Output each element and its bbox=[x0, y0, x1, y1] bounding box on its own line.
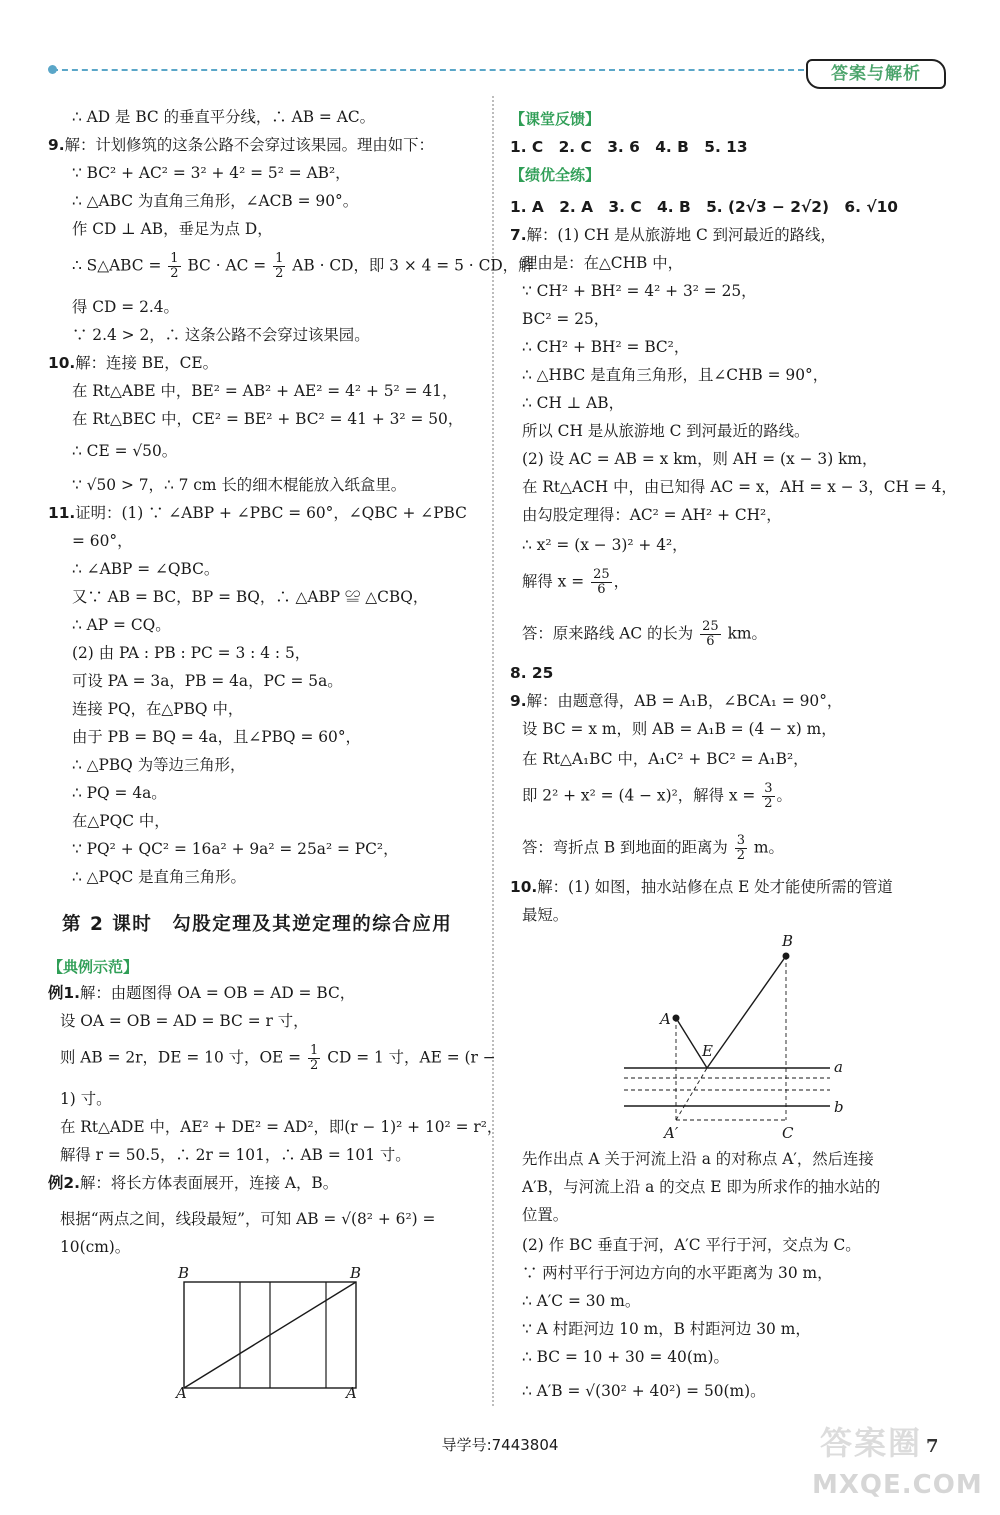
section-tag: 【典例示范】 bbox=[48, 958, 139, 976]
text-line: ∴ ∠ABP = ∠QBC。 bbox=[72, 560, 220, 578]
text-line: ∴ AP = CQ。 bbox=[72, 616, 171, 634]
text: 则 AB = 2r，DE = 10 寸，OE = bbox=[60, 1048, 302, 1067]
river-pump-figure bbox=[606, 930, 856, 1142]
label-Aprime: A′ bbox=[664, 1124, 679, 1142]
fraction: $\frac{1}{2}$ bbox=[310, 1043, 319, 1073]
text-line: ∴ △PQC 是直角三角形。 bbox=[72, 868, 246, 886]
text: ∴ S△ABC = bbox=[72, 256, 162, 275]
text-line: 可设 PA = 3a，PB = 4a，PC = 5a。 bbox=[72, 672, 343, 690]
problem-7 bbox=[510, 224, 836, 246]
text-line: ∵ √50 > 7，∴ 7 cm 长的细木棍能放入纸盒里。 bbox=[72, 476, 407, 494]
text-line: 又∵ AB = BC，BP = BQ，∴ △ABP ≌ △CBQ， bbox=[72, 588, 429, 606]
unfolded-box-figure bbox=[168, 1266, 368, 1398]
text-line: 在 Rt△ABE 中，BE² = AB² + AE² = 4² + 5² = 41， bbox=[72, 382, 458, 400]
text-line: = 60°， bbox=[72, 532, 133, 550]
problem-number: 9. bbox=[48, 136, 65, 154]
section-title: 第 2 课时 勾股定理及其逆定理的综合应用 bbox=[62, 914, 453, 935]
text-line: 作 CD ⊥ AB，垂足为点 D， bbox=[72, 220, 273, 238]
text-line: ∴ A′C = 30 m。 bbox=[522, 1292, 641, 1310]
text-line: 1) 寸。 bbox=[60, 1090, 112, 1108]
text-line: (2) 作 BC 垂直于河，A′C 平行于河，交点为 C。 bbox=[522, 1236, 861, 1254]
problem-number: 7. bbox=[510, 226, 527, 244]
column-divider bbox=[492, 96, 494, 1406]
label-B: B bbox=[782, 932, 794, 950]
problem-number: 10. bbox=[48, 354, 76, 372]
label-C: C bbox=[782, 1124, 794, 1142]
text: 解：由题意得，AB = A₁B，∠BCA₁ = 90°， bbox=[526, 692, 843, 710]
text-line: 由于 PB = BQ = 4a，且∠PBQ = 60°， bbox=[72, 728, 361, 746]
text-line: ∵ PQ² + QC² = 16a² + 9a² = 25a² = PC²， bbox=[72, 840, 399, 858]
text-line: A′B，与河流上沿 a 的交点 E 即为所求作的抽水站的 bbox=[522, 1178, 881, 1196]
fraction: $\frac{25}{6}$ bbox=[593, 567, 610, 597]
text: 解：由题图得 OA = OB = AD = BC， bbox=[79, 984, 356, 1002]
text-line: ∵ CH² + BH² = 4² + 3² = 25， bbox=[522, 282, 757, 300]
label-a: a bbox=[834, 1058, 843, 1076]
text-line: 设 OA = OB = AD = BC = r 寸， bbox=[60, 1012, 309, 1030]
text-line: ∴ x² = (x − 3)² + 4²， bbox=[522, 536, 688, 554]
line-ApE bbox=[676, 1068, 707, 1120]
problem-10 bbox=[48, 352, 218, 374]
text-line: 先作出点 A 关于河流上沿 a 的对称点 A′，然后连接 bbox=[522, 1150, 874, 1168]
text-line: 在 Rt△ACH 中，由已知得 AC = x，AH = x − 3，CH = 4， bbox=[522, 478, 957, 496]
text-line: 解得 r = 50.5，∴ 2r = 101，∴ AB = 101 寸。 bbox=[60, 1146, 411, 1164]
watermark-logo: 答案圈 bbox=[820, 1424, 923, 1462]
fraction: $\frac{3}{2}$ bbox=[736, 833, 745, 863]
text-line: 最短。 bbox=[522, 906, 569, 924]
text-line: 在△PQC 中， bbox=[72, 812, 170, 830]
text-line: ∴ CE = √50。 bbox=[72, 442, 178, 460]
text-line: ∵ 两村平行于河边方向的水平距离为 30 m， bbox=[522, 1264, 833, 1282]
text-line: BC² = 25， bbox=[522, 310, 610, 328]
text-line: 在 Rt△BEC 中，CE² = BE² + BC² = 41 + 3² = 50， bbox=[72, 410, 464, 428]
text-line: 在 Rt△A₁BC 中，A₁C² + BC² = A₁B²， bbox=[522, 750, 809, 768]
text: 解：(1) 如图，抽水站修在点 E 处才能使所需的管道 bbox=[537, 878, 893, 896]
text: 解：将长方体表面展开，连接 A，B。 bbox=[79, 1174, 339, 1192]
text-line: 设 BC = x m，则 AB = A₁B = (4 − x) m， bbox=[522, 720, 837, 738]
label-b: b bbox=[834, 1098, 844, 1116]
text-line: 位置。 bbox=[522, 1206, 569, 1224]
answers-line: 8. 25 bbox=[510, 664, 554, 682]
text: 解：(1) CH 是从旅游地 C 到河最近的路线， bbox=[526, 226, 836, 244]
problem-9-right bbox=[510, 690, 842, 712]
text: AB · CD，即 3 × 4 = 5 · CD，解 bbox=[292, 256, 534, 275]
text-line: ∵ A 村距河边 10 m，B 村距河边 30 m， bbox=[522, 1320, 811, 1338]
text-line: 根据“两点之间，线段最短”，可知 AB = √(8² + 6²) = bbox=[60, 1210, 436, 1228]
solution-line: 即 2² + x² = (4 − x)²，解得 x = $\frac{3}{2}$ 。 bbox=[522, 781, 792, 811]
text-line: ∴ CH ⊥ AB， bbox=[522, 394, 624, 412]
text-line: 由勾股定理得：AC² = AH² + CH²， bbox=[522, 506, 782, 524]
text: 证明：(1) ∵ ∠ABP + ∠PBC = 60°，∠QBC + ∠PBC bbox=[75, 504, 467, 522]
text-line: ∴ △PBQ 为等边三角形， bbox=[72, 756, 246, 774]
problem-number: 10. bbox=[510, 878, 538, 896]
text-line: 理由是：在△CHB 中， bbox=[522, 254, 683, 272]
label-A: A bbox=[346, 1384, 357, 1398]
line-EB bbox=[707, 956, 786, 1068]
text-line: ∴ △HBC 是直角三角形，且∠CHB = 90°， bbox=[522, 366, 829, 384]
problem-number: 11. bbox=[48, 504, 76, 522]
fraction: $\frac{3}{2}$ bbox=[764, 781, 773, 811]
text: CD = 1 寸，AE = (r − bbox=[327, 1048, 496, 1067]
text-line: 在 Rt△ADE 中，AE² + DE² = AD²，即(r − 1)² + 10² = r²， bbox=[60, 1118, 503, 1136]
header-tab: 答案与解析 bbox=[806, 59, 946, 89]
text-line: ∴ △ABC 为直角三角形，∠ACB = 90°。 bbox=[72, 192, 359, 210]
text-line: ∴ PQ = 4a。 bbox=[72, 784, 167, 802]
label-A: A bbox=[660, 1010, 671, 1028]
text-line: ∴ A′B = √(30² + 40²) = 50(m)。 bbox=[522, 1382, 766, 1400]
point-A bbox=[673, 1015, 680, 1022]
label-B: B bbox=[178, 1266, 190, 1282]
fraction: $\frac{1}{2}$ bbox=[275, 251, 284, 281]
section-tag: 【绩优全练】 bbox=[510, 166, 601, 184]
text: BC · AC = bbox=[187, 256, 267, 275]
text: 解：连接 BE，CE。 bbox=[75, 354, 219, 372]
example-number: 例1. bbox=[48, 984, 80, 1002]
point-B bbox=[783, 953, 790, 960]
answers-line: 1. A 2. A 3. C 4. B 5. (2√3 − 2√2) 6. √10 bbox=[510, 198, 899, 216]
problem-10-right bbox=[510, 876, 893, 898]
page-number: 7 bbox=[926, 1436, 939, 1457]
section-tag: 【课堂反馈】 bbox=[510, 110, 601, 128]
text-line: (2) 设 AC = AB = x km，则 AH = (x − 3) km， bbox=[522, 450, 878, 468]
text-line: 10(cm)。 bbox=[60, 1238, 131, 1256]
answers-line: 1. C 2. C 3. 6 4. B 5. 13 bbox=[510, 138, 748, 156]
solution-line: 解得 x = $\frac{25}{6}$ ， bbox=[522, 567, 630, 597]
label-E: E bbox=[702, 1042, 713, 1060]
example-1 bbox=[48, 982, 355, 1004]
label-A: A bbox=[176, 1384, 187, 1398]
text-line: ∴ AD 是 BC 的垂直平分线，∴ AB = AC。 bbox=[72, 108, 375, 126]
text-line: ∴ BC = 10 + 30 = 40(m)。 bbox=[522, 1348, 729, 1366]
example-2 bbox=[48, 1172, 338, 1194]
text-line: 所以 CH 是从旅游地 C 到河最近的路线。 bbox=[522, 422, 810, 440]
text: 解：计划修筑的这条公路不会穿过该果园。理由如下： bbox=[64, 136, 434, 154]
header-dashed-line bbox=[52, 69, 804, 71]
fraction: $\frac{1}{2}$ bbox=[170, 251, 179, 281]
answer-line: 答：弯折点 B 到地面的距离为 $\frac{3}{2}$ m。 bbox=[522, 833, 784, 863]
example-number: 例2. bbox=[48, 1174, 80, 1192]
problem-11 bbox=[48, 502, 467, 524]
fraction: $\frac{25}{6}$ bbox=[702, 619, 719, 649]
watermark-url: MXQE.COM bbox=[812, 1470, 983, 1500]
problem-9 bbox=[48, 134, 434, 156]
text-line: 连接 PQ，在△PBQ 中， bbox=[72, 700, 244, 718]
text-line: ∴ CH² + BH² = BC²， bbox=[522, 338, 690, 356]
text-line: (2) 由 PA : PB : PC = 3 : 4 : 5， bbox=[72, 644, 311, 662]
problem-number: 9. bbox=[510, 692, 527, 710]
formula-line bbox=[60, 1044, 496, 1073]
text-line: ∵ 2.4 > 2，∴ 这条公路不会穿过该果园。 bbox=[72, 326, 370, 344]
answer-line: 答：原来路线 AC 的长为 $\frac{25}{6}$ km。 bbox=[522, 619, 767, 649]
text-line: ∵ BC² + AC² = 3² + 4² = 5² = AB²， bbox=[72, 164, 351, 182]
area-formula-line bbox=[72, 252, 533, 281]
footer-code: 导学号:7443804 bbox=[441, 1436, 559, 1454]
label-B: B bbox=[350, 1266, 362, 1282]
text-line: 得 CD = 2.4。 bbox=[72, 298, 179, 316]
